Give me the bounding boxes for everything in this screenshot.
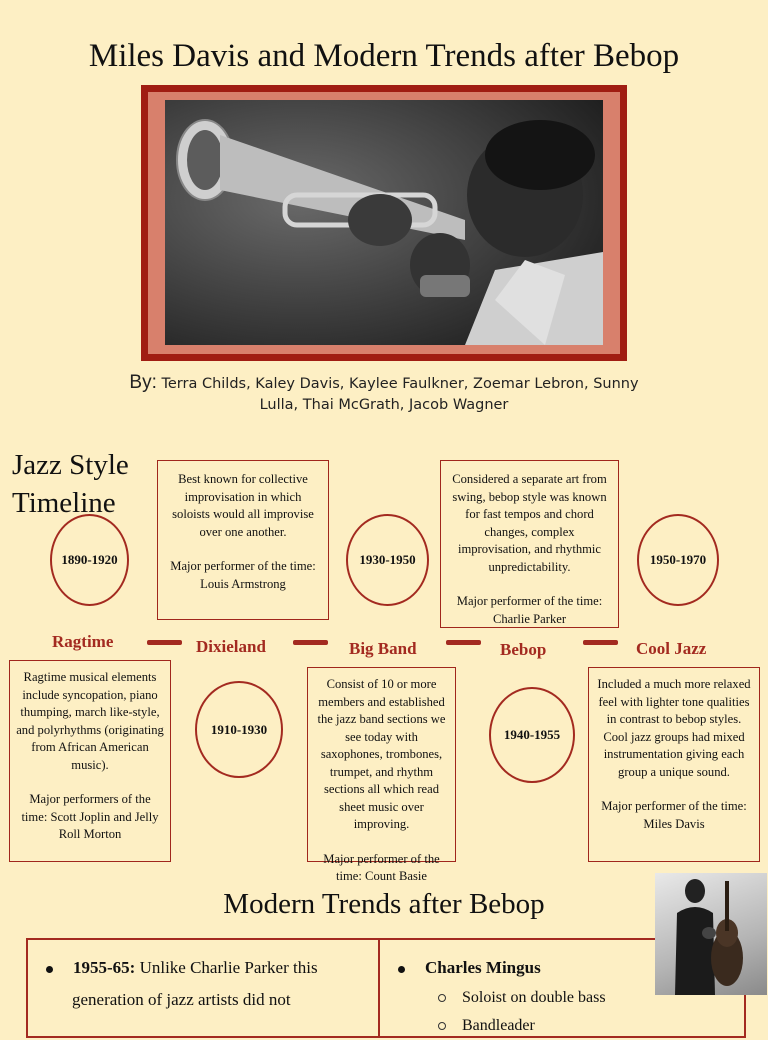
- list-item: Soloist on double bass: [398, 984, 648, 1012]
- list-item: Bandleader: [398, 1012, 648, 1040]
- timeline-dash: [583, 640, 618, 645]
- bullet-icon: [398, 966, 405, 973]
- bebop-description-box: Considered a separate art from swing, bebop style was known for fast tempos and chord changes, complex improvisation, and rhythmic unpredictability. Major performer of the time: Charlie Parker: [440, 460, 619, 628]
- year-oval-big-band: 1930-1950: [346, 514, 429, 606]
- byline-prefix: By:: [129, 372, 157, 393]
- list-item: Charles Mingus: [398, 952, 648, 984]
- timeline-dash: [446, 640, 481, 645]
- trumpet-player-illustration: [165, 100, 603, 345]
- era-label-bebop: Bebop: [500, 640, 547, 659]
- miles-davis-photo-frame: [141, 85, 627, 361]
- year-oval-dixieland: 1910-1930: [195, 681, 283, 778]
- page-title: Miles Davis and Modern Trends after Bebop: [88, 38, 680, 74]
- timeline-dash: [147, 640, 182, 645]
- era-label-cool-jazz: Cool Jazz: [636, 639, 707, 658]
- byline-authors: Terra Childs, Kaley Davis, Kaylee Faulkner, Zoemar Lebron, Sunny Lulla, Thai McGrath, Jacob Wagner: [161, 376, 639, 413]
- timeline-dash: [293, 640, 328, 645]
- bassist-illustration: [655, 873, 767, 995]
- big-band-description-box: Consist of 10 or more members and established the jazz band sections we see today with saxophones, trombones, trumpet, and rhythm sections all which read sheet music over improving. Major performer of the time: Count Basie: [307, 667, 456, 862]
- dixieland-description-box: Best known for collective improvisation in which soloists would all improvise over one another. Major performer of the time: Louis Armstrong: [157, 460, 329, 620]
- modern-trends-title: Modern Trends after Bebop: [223, 888, 545, 920]
- sub-bullet-icon: [438, 994, 446, 1002]
- byline: [120, 372, 648, 416]
- era-label-ragtime: Ragtime: [52, 632, 114, 651]
- year-oval-bebop: 1940-1955: [489, 687, 575, 783]
- era-label-dixieland: Dixieland: [196, 637, 266, 656]
- modern-left-column: 1955-65: Unlike Charlie Parker this generation of jazz artists did not: [46, 952, 371, 1016]
- miles-davis-photo: [165, 100, 603, 345]
- year-oval-cool-jazz: 1950-1970: [637, 514, 719, 606]
- timeline-heading: Jazz Style Timeline: [12, 449, 129, 519]
- cool-jazz-description-box: Included a much more relaxed feel with lighter tone qualities in contrast to bebop styles. Cool jazz groups had mixed instrumentation giving each group a unique sound. Major performer of the time: Miles Davis: [588, 667, 760, 862]
- year-oval-ragtime: 1890-1920: [50, 514, 129, 606]
- modern-trends-divider: [378, 938, 380, 1038]
- bullet-icon: [46, 966, 53, 973]
- era-label-big-band: Big Band: [349, 639, 417, 658]
- ragtime-description-box: Ragtime musical elements include syncopation, piano thumping, march like-style, and polyrhythms (originating from African American music). Major performers of the time: Scott Joplin and Jelly Roll Morton: [9, 660, 171, 862]
- modern-right-column: [398, 952, 648, 1040]
- list-item: 1955-65: Unlike Charlie Parker this: [46, 952, 371, 984]
- charles-mingus-photo: [655, 873, 767, 995]
